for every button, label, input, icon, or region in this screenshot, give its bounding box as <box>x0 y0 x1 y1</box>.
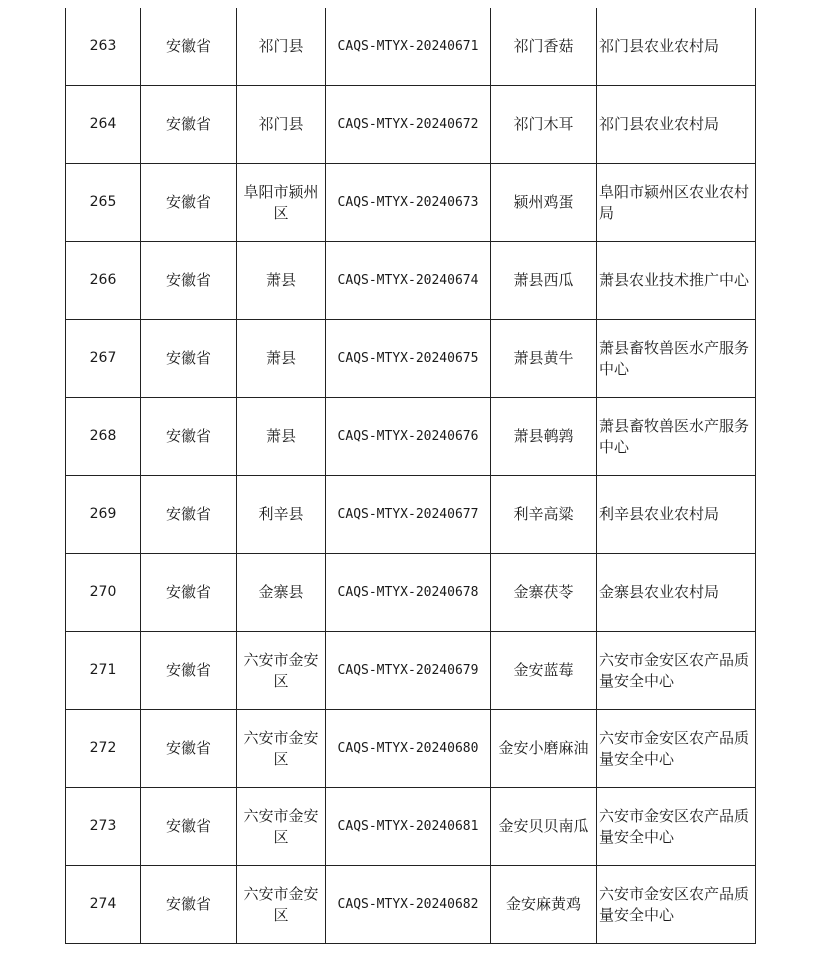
row-number: 268 <box>66 398 141 476</box>
responsible-unit-cell: 阜阳市颍州区农业农村局 <box>597 164 756 242</box>
row-number: 266 <box>66 242 141 320</box>
area-cell: 萧县 <box>237 398 326 476</box>
certificate-code-cell: CAQS-MTYX-20240678 <box>326 554 491 632</box>
area-cell: 萧县 <box>237 242 326 320</box>
row-number: 269 <box>66 476 141 554</box>
product-registry-table <box>65 8 756 944</box>
table-row <box>66 242 756 320</box>
product-name-cell: 利辛高粱 <box>491 476 597 554</box>
responsible-unit-cell: 六安市金安区农产品质量安全中心 <box>597 866 756 944</box>
responsible-unit-cell: 萧县农业技术推广中心 <box>597 242 756 320</box>
row-number: 263 <box>66 8 141 86</box>
area-cell: 祁门县 <box>237 86 326 164</box>
area-cell: 阜阳市颍州区 <box>237 164 326 242</box>
province-cell: 安徽省 <box>141 866 237 944</box>
province-cell: 安徽省 <box>141 242 237 320</box>
table-row <box>66 8 756 86</box>
row-number: 264 <box>66 86 141 164</box>
province-cell: 安徽省 <box>141 554 237 632</box>
certificate-code-cell: CAQS-MTYX-20240675 <box>326 320 491 398</box>
table-row <box>66 320 756 398</box>
area-cell: 六安市金安区 <box>237 866 326 944</box>
product-table-container <box>65 8 755 944</box>
area-cell: 利辛县 <box>237 476 326 554</box>
province-cell: 安徽省 <box>141 164 237 242</box>
certificate-code-cell: CAQS-MTYX-20240671 <box>326 8 491 86</box>
responsible-unit-cell: 六安市金安区农产品质量安全中心 <box>597 788 756 866</box>
certificate-code-cell: CAQS-MTYX-20240679 <box>326 632 491 710</box>
area-cell: 六安市金安区 <box>237 632 326 710</box>
row-number: 267 <box>66 320 141 398</box>
area-cell: 萧县 <box>237 320 326 398</box>
row-number: 271 <box>66 632 141 710</box>
table-row <box>66 788 756 866</box>
table-row <box>66 866 756 944</box>
province-cell: 安徽省 <box>141 710 237 788</box>
responsible-unit-cell: 祁门县农业农村局 <box>597 86 756 164</box>
province-cell: 安徽省 <box>141 476 237 554</box>
certificate-code-cell: CAQS-MTYX-20240681 <box>326 788 491 866</box>
certificate-code-cell: CAQS-MTYX-20240682 <box>326 866 491 944</box>
area-cell: 六安市金安区 <box>237 710 326 788</box>
province-cell: 安徽省 <box>141 788 237 866</box>
product-name-cell: 金安贝贝南瓜 <box>491 788 597 866</box>
responsible-unit-cell: 萧县畜牧兽医水产服务中心 <box>597 398 756 476</box>
table-row <box>66 164 756 242</box>
area-cell: 六安市金安区 <box>237 788 326 866</box>
certificate-code-cell: CAQS-MTYX-20240672 <box>326 86 491 164</box>
row-number: 274 <box>66 866 141 944</box>
product-name-cell: 颍州鸡蛋 <box>491 164 597 242</box>
responsible-unit-cell: 金寨县农业农村局 <box>597 554 756 632</box>
product-name-cell: 萧县西瓜 <box>491 242 597 320</box>
table-row <box>66 86 756 164</box>
row-number: 270 <box>66 554 141 632</box>
province-cell: 安徽省 <box>141 632 237 710</box>
area-cell: 祁门县 <box>237 8 326 86</box>
product-name-cell: 萧县鹌鹑 <box>491 398 597 476</box>
product-name-cell: 金安小磨麻油 <box>491 710 597 788</box>
province-cell: 安徽省 <box>141 320 237 398</box>
responsible-unit-cell: 祁门县农业农村局 <box>597 8 756 86</box>
certificate-code-cell: CAQS-MTYX-20240673 <box>326 164 491 242</box>
certificate-code-cell: CAQS-MTYX-20240674 <box>326 242 491 320</box>
province-cell: 安徽省 <box>141 398 237 476</box>
table-row <box>66 710 756 788</box>
province-cell: 安徽省 <box>141 8 237 86</box>
row-number: 273 <box>66 788 141 866</box>
certificate-code-cell: CAQS-MTYX-20240676 <box>326 398 491 476</box>
product-name-cell: 祁门木耳 <box>491 86 597 164</box>
product-name-cell: 金寨茯苓 <box>491 554 597 632</box>
area-cell: 金寨县 <box>237 554 326 632</box>
responsible-unit-cell: 利辛县农业农村局 <box>597 476 756 554</box>
responsible-unit-cell: 六安市金安区农产品质量安全中心 <box>597 710 756 788</box>
row-number: 272 <box>66 710 141 788</box>
product-name-cell: 金安麻黄鸡 <box>491 866 597 944</box>
row-number: 265 <box>66 164 141 242</box>
table-row <box>66 632 756 710</box>
certificate-code-cell: CAQS-MTYX-20240680 <box>326 710 491 788</box>
responsible-unit-cell: 萧县畜牧兽医水产服务中心 <box>597 320 756 398</box>
product-name-cell: 金安蓝莓 <box>491 632 597 710</box>
table-row <box>66 476 756 554</box>
table-body <box>66 8 756 944</box>
province-cell: 安徽省 <box>141 86 237 164</box>
certificate-code-cell: CAQS-MTYX-20240677 <box>326 476 491 554</box>
table-row <box>66 398 756 476</box>
table-row <box>66 554 756 632</box>
responsible-unit-cell: 六安市金安区农产品质量安全中心 <box>597 632 756 710</box>
product-name-cell: 祁门香菇 <box>491 8 597 86</box>
product-name-cell: 萧县黄牛 <box>491 320 597 398</box>
